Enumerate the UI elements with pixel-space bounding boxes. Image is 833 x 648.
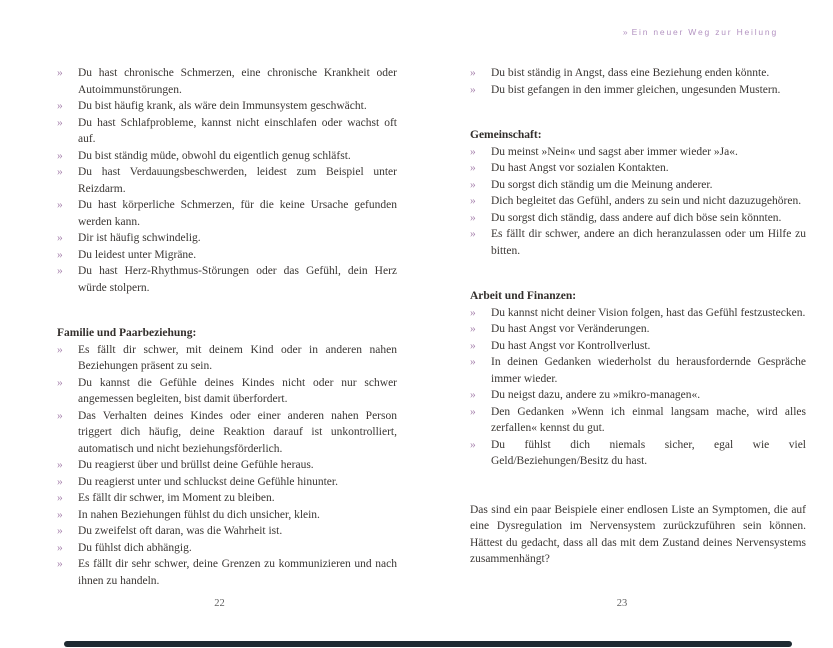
- list-bullet-marker: »: [470, 405, 476, 418]
- list-bullet-marker: »: [57, 67, 63, 79]
- list-bullet-marker: »: [57, 459, 63, 471]
- symptom-text: Du hast chronische Schmerzen, eine chronische Krankheit oder Autoimmunstörungen.: [78, 67, 397, 96]
- symptom-text: Du bist gefangen in den immer gleichen, ungesunden Mustern.: [491, 83, 781, 96]
- symptom-text: Du hast Angst vor Kontrollverlust.: [491, 339, 651, 352]
- symptom-item: [470, 404, 806, 437]
- symptom-text: Du leidest unter Migräne.: [78, 248, 197, 261]
- symptom-item: [57, 263, 397, 296]
- symptom-text: Du sorgst dich ständig um die Meinung anderer.: [491, 178, 713, 191]
- symptom-item: [470, 437, 806, 470]
- list-bullet-marker: »: [470, 356, 476, 368]
- symptom-text: Du fühlst dich niemals sicher, egal wie viel Geld/Beziehungen/Besitz du hast.: [491, 438, 806, 467]
- symptom-text: Dir ist häufig schwindelig.: [78, 232, 201, 244]
- symptom-text: Du hast körperliche Schmerzen, für die keine Ursache gefunden werden kann.: [78, 199, 397, 228]
- symptom-text: Du meinst »Nein« und sagst aber immer wieder »Ja«.: [491, 145, 738, 158]
- symptom-text: Du bist häufig krank, als wäre dein Immunsystem geschwächt.: [78, 100, 367, 112]
- list-bullet-marker: »: [57, 343, 63, 356]
- symptom-item: [57, 148, 397, 165]
- symptom-text: Es fällt dir sehr schwer, deine Grenzen zu kommunizieren und nach ihnen zu handeln.: [78, 558, 397, 587]
- symptom-item: [57, 540, 397, 557]
- symptom-item: [57, 115, 397, 148]
- symptom-item: [57, 375, 397, 408]
- symptom-text: Du bist ständig in Angst, dass eine Beziehung enden könnte.: [491, 67, 770, 79]
- symptom-item: [57, 408, 397, 458]
- symptom-item: [57, 556, 397, 589]
- symptom-list-arbeit: [470, 305, 806, 470]
- symptom-item: [470, 193, 806, 210]
- symptom-text: Du kannst nicht deiner Vision folgen, hast das Gefühl festzustecken.: [491, 306, 806, 319]
- symptom-text: Du fühlst dich abhängig.: [78, 541, 192, 554]
- list-bullet-marker: »: [470, 339, 476, 352]
- symptom-item: [470, 177, 806, 194]
- list-bullet-marker: »: [470, 323, 476, 335]
- symptom-item: [57, 457, 397, 474]
- symptom-list-familie: [57, 342, 397, 590]
- list-bullet-marker: »: [57, 558, 63, 570]
- list-bullet-marker: »: [470, 195, 476, 207]
- list-bullet-marker: »: [57, 541, 63, 554]
- list-bullet-marker: »: [470, 162, 476, 174]
- symptom-item: [470, 321, 806, 338]
- right-page: [470, 65, 806, 579]
- page-number-right: 23: [616, 598, 628, 609]
- symptom-text: Du neigst dazu, andere zu »mikro-managen«.: [491, 389, 701, 401]
- list-bullet-marker: »: [57, 166, 63, 178]
- viewer-bottom-bar[interactable]: [64, 641, 792, 647]
- symptom-item: [470, 338, 806, 355]
- list-bullet-marker: »: [57, 376, 63, 389]
- symptom-text: Dich begleitet das Gefühl, anders zu sein und nicht dazuzugehören.: [491, 195, 802, 207]
- list-bullet-marker: »: [470, 306, 476, 319]
- left-page: [57, 65, 397, 589]
- symptom-text: In deinen Gedanken wiederholst du herausfordernde Gespräche immer wieder.: [491, 356, 806, 385]
- list-bullet-marker: »: [57, 100, 63, 112]
- symptom-item: [57, 164, 397, 197]
- symptom-text: Du hast Herz-Rhythmus-Störungen oder das Gefühl, dein Herz würde stolpern.: [78, 265, 397, 294]
- list-bullet-marker: »: [470, 83, 476, 96]
- symptom-text: In nahen Beziehungen fühlst du dich unsicher, klein.: [78, 508, 320, 521]
- symptom-item: [57, 474, 397, 491]
- list-bullet-marker: »: [57, 475, 63, 488]
- symptom-text: Du hast Schlafprobleme, kannst nicht einschlafen oder wachst oft auf.: [78, 116, 397, 145]
- symptom-text: Du hast Angst vor Veränderungen.: [491, 323, 650, 335]
- symptom-text: Du hast Verdauungsbeschwerden, leidest zum Beispiel unter Reizdarm.: [78, 166, 397, 195]
- list-bullet-marker: »: [57, 232, 63, 244]
- symptom-text: Du bist ständig müde, obwohl du eigentlich genug schläfst.: [78, 149, 351, 162]
- symptom-text: Es fällt dir schwer, im Moment zu bleiben.: [78, 492, 275, 504]
- symptom-item: [57, 507, 397, 524]
- list-bullet-marker: »: [57, 265, 63, 277]
- closing-paragraph: Das sind ein paar Beispiele einer endlosen Liste an Symptomen, die auf eine Dysregulation im Nervensystem zurückzuführen sein können. Hättest du gedacht, dass all das mit dem Zustand deines Nervensystems zusammenhängt?: [470, 503, 806, 565]
- symptom-text: Es fällt dir schwer, andere an dich heranzulassen oder um Hilfe zu bitten.: [491, 228, 806, 257]
- chevron-marker-icon: »: [622, 27, 628, 37]
- symptom-list-body: [57, 65, 397, 296]
- symptom-item: [470, 65, 806, 82]
- list-bullet-marker: »: [57, 508, 63, 521]
- list-bullet-marker: »: [57, 525, 63, 537]
- symptom-item: [470, 144, 806, 161]
- symptom-text: Du reagierst über und brüllst deine Gefühle heraus.: [78, 459, 314, 471]
- list-bullet-marker: »: [470, 211, 476, 224]
- symptom-item: [470, 82, 806, 99]
- symptom-text: Du kannst die Gefühle deines Kindes nicht oder nur schwer angemessen begleiten, bist damit überfordert.: [78, 376, 397, 405]
- list-bullet-marker: »: [470, 67, 476, 79]
- section-heading-arbeit-finanzen: Arbeit und Finanzen:: [470, 290, 577, 302]
- symptom-item: [470, 387, 806, 404]
- list-bullet-marker: »: [57, 149, 63, 162]
- list-bullet-marker: »: [57, 409, 63, 422]
- symptom-text: Den Gedanken »Wenn ich einmal langsam mache, wird alles zerfallen« kennst du gut.: [491, 405, 806, 434]
- page-number-left: 22: [214, 598, 225, 609]
- section-heading-gemeinschaft: Gemeinschaft:: [470, 129, 542, 141]
- list-bullet-marker: »: [470, 438, 476, 451]
- symptom-text: Du zweifelst oft daran, was die Wahrheit ist.: [78, 525, 283, 537]
- symptom-text: Es fällt dir schwer, mit deinem Kind oder in anderen nahen Beziehungen präsent zu sein.: [78, 343, 397, 372]
- list-bullet-marker: »: [57, 116, 63, 129]
- symptom-text: Das Verhalten deines Kindes oder einer anderen nahen Person triggert dich häufig, deine Reaktion darauf ist unkontrolliert, automatisch und nicht beziehungsförderlich.: [78, 409, 397, 455]
- symptom-item: [470, 354, 806, 387]
- symptom-list-continued: [470, 65, 806, 98]
- running-header: [470, 27, 806, 37]
- list-bullet-marker: »: [57, 492, 63, 504]
- list-bullet-marker: »: [470, 145, 476, 158]
- list-bullet-marker: »: [470, 389, 476, 401]
- symptom-text: Du reagierst unter und schluckst deine Gefühle hinunter.: [78, 475, 338, 488]
- symptom-list-gemeinschaft: [470, 144, 806, 260]
- symptom-item: [57, 490, 397, 507]
- symptom-item: [470, 210, 806, 227]
- symptom-item: [57, 65, 397, 98]
- chapter-title: Ein neuer Weg zur Heilung: [631, 27, 778, 37]
- symptom-item: [57, 523, 397, 540]
- symptom-item: [470, 160, 806, 177]
- symptom-item: [57, 98, 397, 115]
- symptom-text: Du sorgst dich ständig, dass andere auf dich böse sein könnten.: [491, 211, 782, 224]
- list-bullet-marker: »: [57, 199, 63, 211]
- symptom-item: [57, 247, 397, 264]
- section-heading-familie: Familie und Paarbeziehung:: [57, 327, 197, 339]
- symptom-item: [57, 342, 397, 375]
- symptom-item: [470, 305, 806, 322]
- symptom-text: Du hast Angst vor sozialen Kontakten.: [491, 162, 669, 174]
- list-bullet-marker: »: [470, 228, 476, 240]
- list-bullet-marker: »: [470, 178, 476, 191]
- symptom-item: [57, 230, 397, 247]
- symptom-item: [57, 197, 397, 230]
- symptom-item: [470, 226, 806, 259]
- list-bullet-marker: »: [57, 248, 63, 261]
